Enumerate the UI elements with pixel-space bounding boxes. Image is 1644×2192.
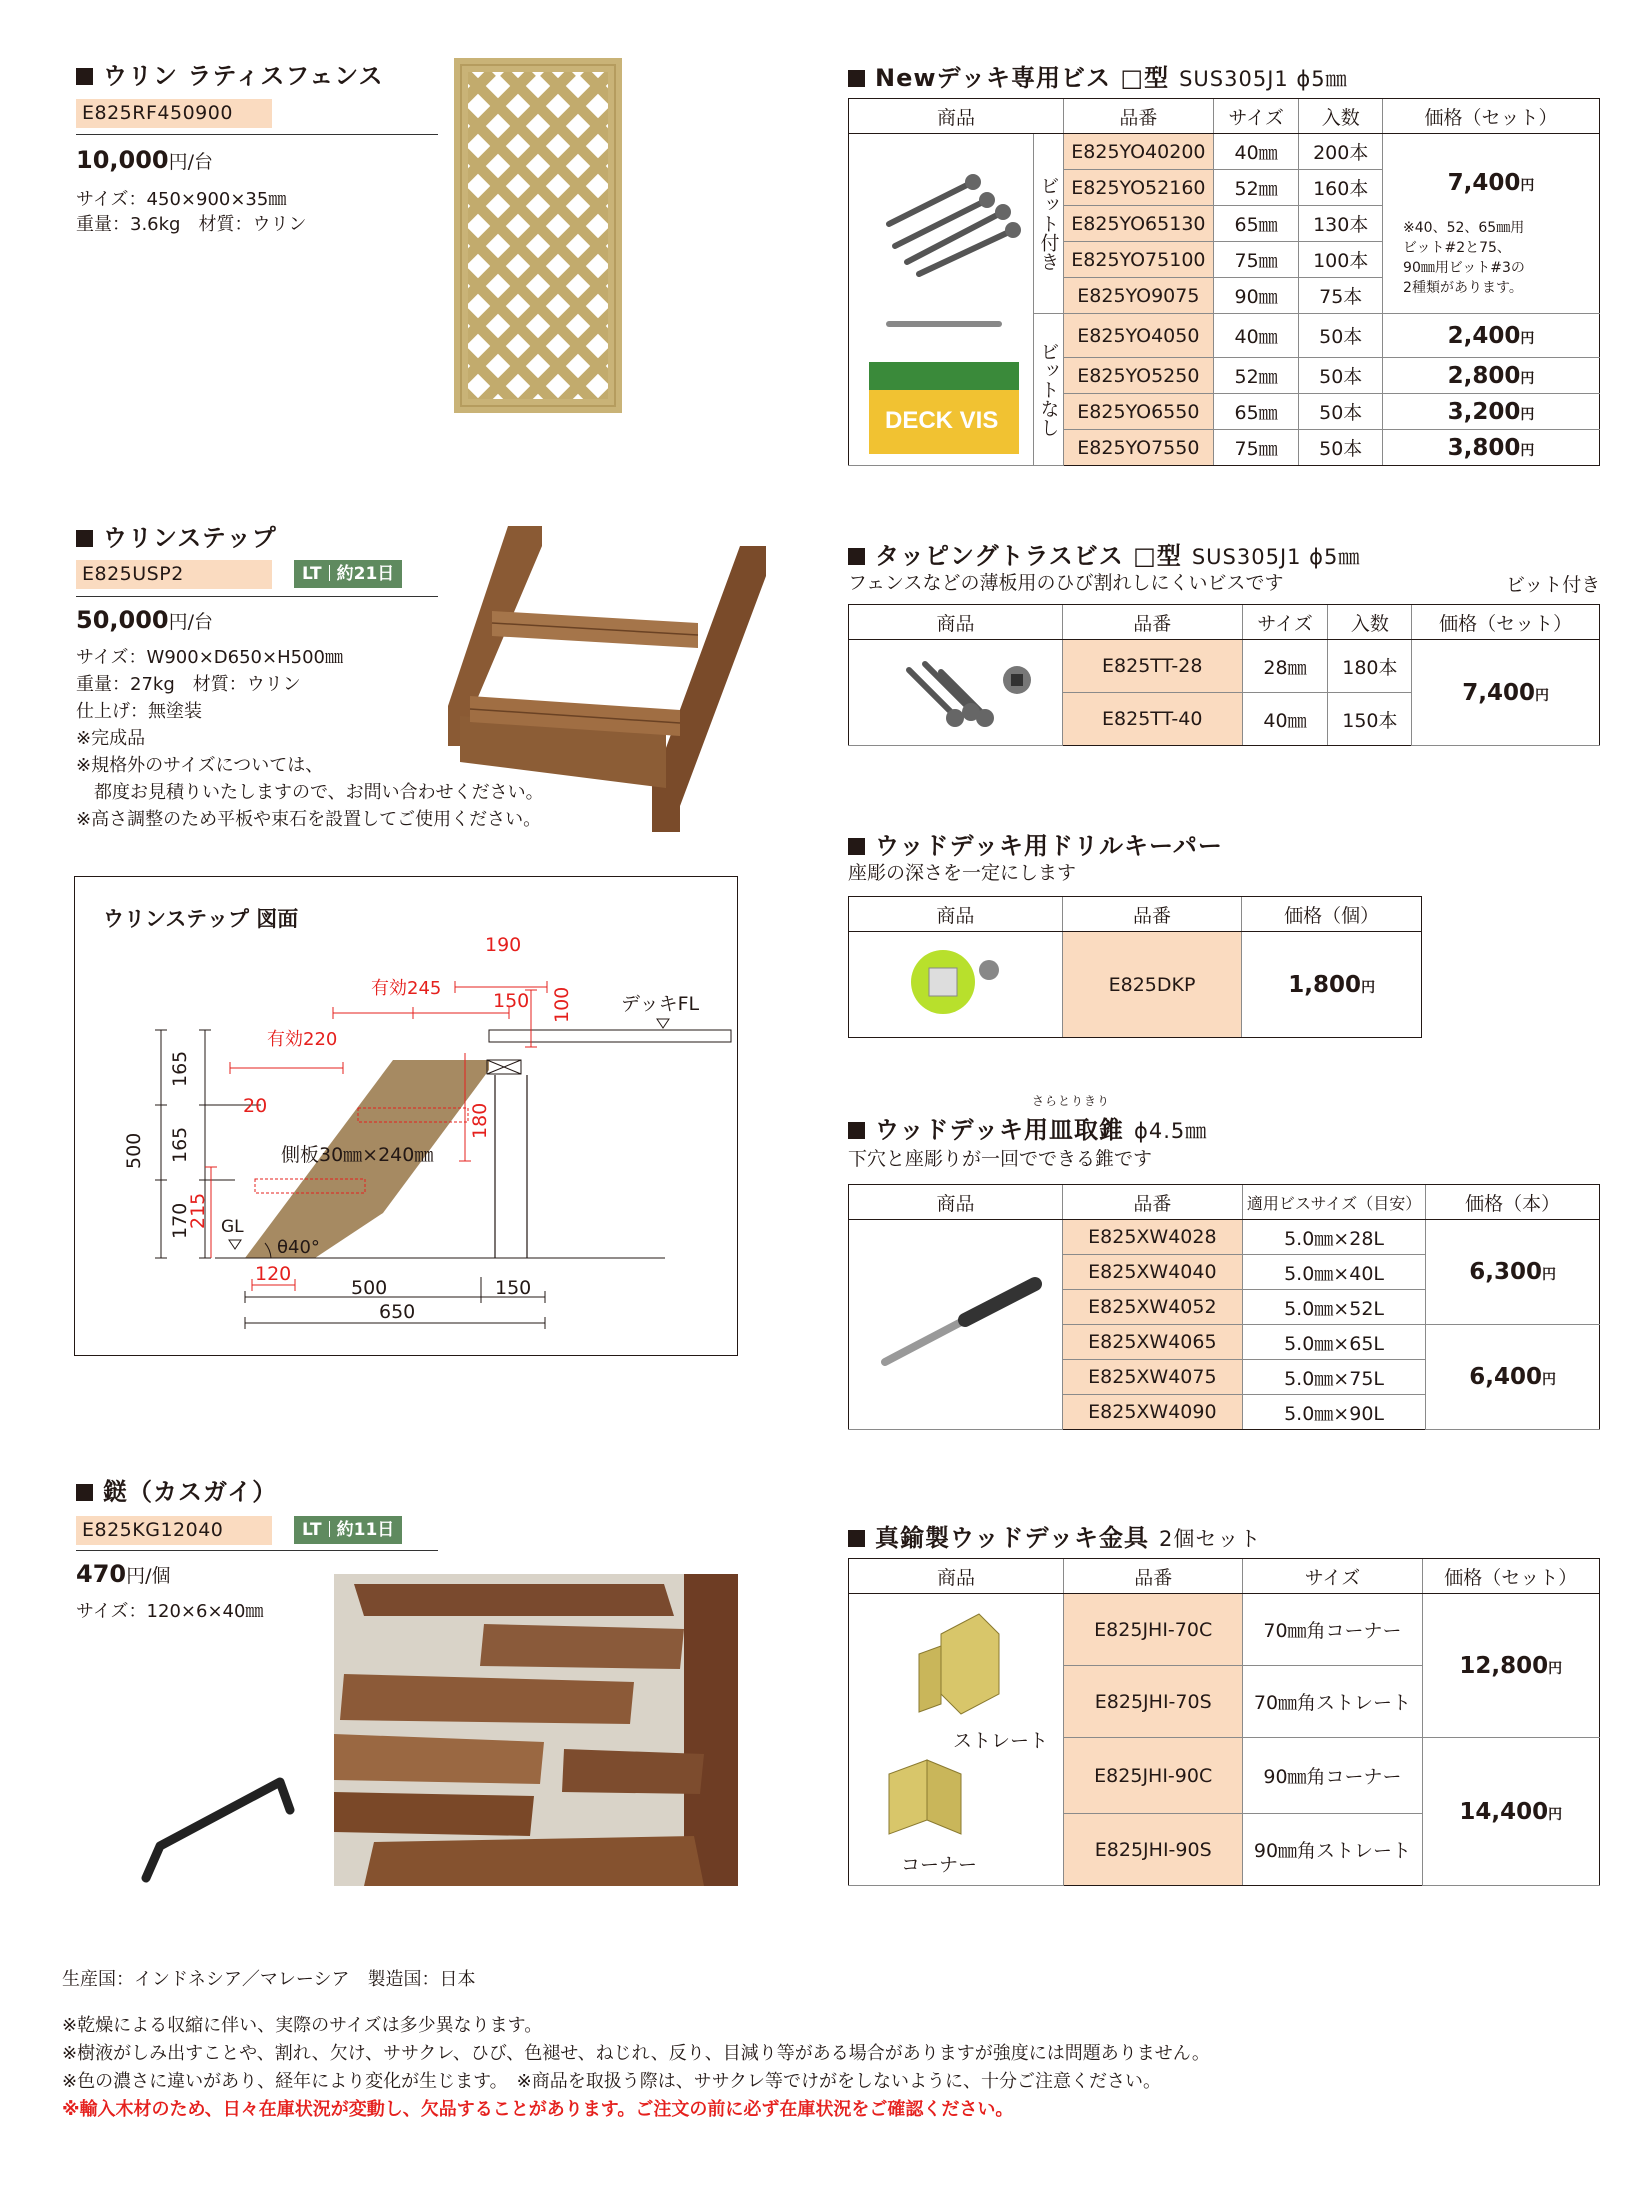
lattice-code: E825RF450900 — [76, 99, 272, 128]
deck-vis-label: DECK VIS — [885, 407, 999, 434]
brass-image-cell — [849, 1594, 1064, 1886]
label-corner: コーナー — [901, 1854, 978, 1876]
drawing-title: ウリンステップ 図面 — [103, 907, 299, 931]
screw-image-cell — [849, 134, 1034, 466]
group1-price-cell: 7,400円 ※40、52、65㎜用 ビット#2と75、 90㎜用ビット#3の 2種類があります。 — [1383, 134, 1600, 314]
lattice-size: サイズ：450×900×35㎜ — [76, 189, 287, 210]
tapping-desc: フェンスなどの薄板用のひび割れしにくいビスです — [848, 572, 1284, 594]
step-drawing: ウリンステップ 図面 190 有効245 150 100 デッキFL 有効220 165 165 170 500 180 20 側板30㎜×240㎜ 215 GL θ40° 120 500 150 650 — [74, 876, 738, 1356]
staple-image — [130, 1760, 306, 1890]
tapping-bit-note: ビット付き — [1506, 574, 1601, 596]
staple-lt-badge: LT 約11日 — [294, 1516, 402, 1544]
keeper-desc: 座彫の深さを一定にします — [848, 862, 1077, 884]
tapping-image-cell — [849, 640, 1063, 746]
tapping-table: 商品 品番 サイズ 入数 価格（セット） E825TT-28 28㎜ 180本 7,400円 E825TT-40 40㎜ 150本 — [848, 604, 1600, 746]
countersink-image-cell — [849, 1220, 1063, 1430]
footer-notes: ※乾燥による収縮に伴い、実際のサイズは多少異なります。 ※樹液がしみ出すことや、割れ、欠け、ササクレ、ひび、色褪せ、ねじれ、反り、目減り等がある場合がありますが強度には問題ありません。 ※色の濃さに違いがあり、経年により変化が生じます。 ※商品を取扱う際は、ササクレ等でけがをしないように、十分ご注意ください。 ※輸入木材のため、日々在庫状況が変動し、欠品することがあります。ご注文の前に必ず在庫状況をご確認ください。 — [62, 2012, 1210, 2124]
lattice-title: ウリン ラティスフェンス — [76, 56, 384, 91]
countersink-ruby: さらとりきり — [1032, 1094, 1111, 1108]
deck-photo — [334, 1574, 738, 1886]
lattice-fence-image — [454, 58, 622, 413]
keeper-table: 商品 品番 価格（個） E825DKP 1,800円 — [848, 896, 1422, 1038]
screw-table: 商品 品番 サイズ 入数 価格（セット） DECK VIS ビット付き E825YO40200 40㎜ 200本 7,400円 ※40、52、65㎜用 ビット#2と75、 90㎜用ビット#3の 2種類があります。 E825YO52160 52㎜ 160本 E825YO65130 65㎜ 130本 E825YO75100 75㎜ 100本 E825YO9075 90㎜ 75本 ビットなし E825YO4050 40㎜ 50本 2,400円 E825YO5250 52㎜ 50本 2,800円 E825YO6550 65㎜ 50本 3,200円 E825YO7550 75㎜ 50本 3,800円 — [848, 98, 1600, 466]
lattice-weight-material: 重量：3.6kg 材質：ウリン — [76, 214, 307, 235]
lattice-price: 10,000円/台 — [76, 146, 214, 174]
countersink-title: ウッドデッキ用皿取錐 ϕ4.5㎜ — [848, 1110, 1207, 1145]
step-lt-badge: LT 約21日 — [294, 560, 402, 588]
label-straight: ストレート — [953, 1730, 1049, 1752]
staple-size: サイズ：120×6×40㎜ — [76, 1601, 264, 1622]
staple-price: 470円/個 — [76, 1560, 171, 1588]
step-title: ウリンステップ — [76, 518, 277, 553]
keeper-image-cell — [849, 932, 1063, 1038]
screw-title: Newデッキ専用ビス □型 SUS305J1 ϕ5㎜ — [848, 58, 1348, 93]
step-details: サイズ：W900×D650×H500㎜ 重量：27kg 材質：ウリン 仕上げ：無塗装 ※完成品 ※規格外のサイズについては、 都度お見積りいたしますので、お問い合わせください。 ※高さ調整のため平板や束石を設置してご使用ください。 — [76, 647, 544, 830]
step-code: E825USP2 — [76, 560, 272, 589]
group1-label: ビット付き — [1034, 134, 1064, 314]
brass-table: 商品 品番 サイズ 価格（セット） ストレート コーナー E825JHI-70C 70㎜角コーナー 12,800円 E825JHI-70S 70㎜角ストレート E825JHI-90C 90㎜角コーナー 14,400円 E825JHI-90S 90㎜角ストレート — [848, 1558, 1600, 1886]
footer-origin: 生産国：インドネシア／マレーシア 製造国：日本 — [62, 1969, 476, 1990]
countersink-desc: 下穴と座彫りが一回でできる錐です — [848, 1148, 1153, 1170]
step-price: 50,000円/台 — [76, 606, 214, 634]
step-image — [430, 516, 770, 832]
group2-label: ビットなし — [1034, 314, 1064, 466]
staple-code: E825KG12040 — [76, 1516, 272, 1545]
countersink-table: 商品 品番 適用ビスサイズ（目安） 価格（本） E825XW4028 5.0㎜×28L 6,300円 E825XW4040 5.0㎜×40L E825XW4052 5.0㎜×52L E825XW4065 5.0㎜×65L 6,400円 E825XW4075 5.0㎜×75L E825XW4090 5.0㎜×90L — [848, 1184, 1600, 1430]
stock-warning: ※輸入木材のため、日々在庫状況が変動し、欠品することがあります。ご注文の前に必ず在庫状況をご確認ください。 — [62, 2099, 1014, 2120]
keeper-title: ウッドデッキ用ドリルキーパー — [848, 826, 1223, 861]
tapping-title: タッピングトラスビス □型 SUS305J1 ϕ5㎜ — [848, 536, 1360, 571]
staple-title: 鎹（カスガイ） — [76, 1472, 277, 1507]
brass-title: 真鍮製ウッドデッキ金具 2個セット — [848, 1518, 1261, 1553]
